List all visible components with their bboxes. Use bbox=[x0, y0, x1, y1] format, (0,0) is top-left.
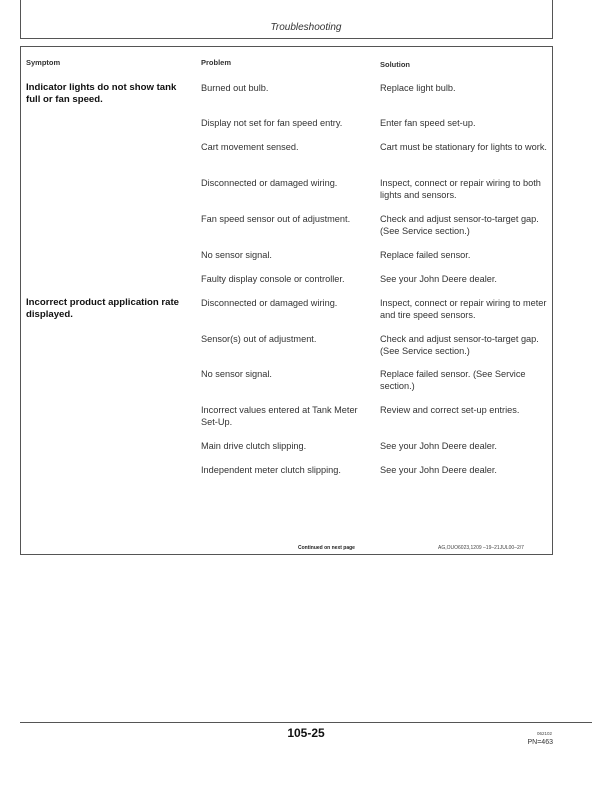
problem-cell: No sensor signal. bbox=[201, 250, 272, 260]
solution-cell: See your John Deere dealer. bbox=[380, 441, 497, 451]
solution-cell: Replace failed sensor. bbox=[380, 250, 471, 260]
problem-cell: No sensor signal. bbox=[201, 369, 272, 379]
solution-cell: Replace failed sensor. (See Service section.) bbox=[380, 369, 526, 391]
pn-number: PN=463 bbox=[527, 739, 553, 746]
solution-cell: Replace light bulb. bbox=[380, 83, 456, 93]
solution-cell: Enter fan speed set-up. bbox=[380, 118, 476, 128]
solution-cell: Inspect, connect or repair wiring to both lights and sensors. bbox=[380, 178, 541, 200]
symptom-cell: Indicator lights do not show tank full or fan speed. bbox=[26, 82, 177, 105]
problem-cell: Burned out bulb. bbox=[201, 83, 269, 93]
solution-cell: Cart must be stationary for lights to work. bbox=[380, 142, 547, 152]
solution-cell: Review and correct set-up entries. bbox=[380, 405, 520, 415]
page-number: 105-25 bbox=[287, 726, 325, 740]
solution-cell: Check and adjust sensor-to-target gap. (See Service section.) bbox=[380, 334, 539, 356]
problem-cell: Disconnected or damaged wiring. bbox=[201, 298, 338, 308]
column-header-symptom: Symptom bbox=[26, 58, 61, 67]
problem-cell: Sensor(s) out of adjustment. bbox=[201, 334, 317, 344]
problem-cell: Display not set for fan speed entry. bbox=[201, 118, 343, 128]
continued-note: Continued on next page bbox=[298, 545, 355, 551]
problem-cell: Independent meter clutch slipping. bbox=[201, 465, 341, 475]
solution-cell: See your John Deere dealer. bbox=[380, 465, 497, 475]
problem-cell: Faulty display console or controller. bbox=[201, 274, 345, 284]
table-top-border bbox=[20, 46, 553, 47]
column-header-problem: Problem bbox=[201, 58, 232, 67]
section-title: Troubleshooting bbox=[270, 22, 342, 33]
problem-cell: Cart movement sensed. bbox=[201, 142, 299, 152]
column-header-solution: Solution bbox=[380, 60, 410, 69]
problem-cell: Incorrect values entered at Tank Meter Set-Up. bbox=[201, 405, 358, 427]
print-code: 062102 bbox=[536, 731, 552, 736]
table-left-border bbox=[20, 46, 21, 555]
symptom-cell: Incorrect product application rate displayed. bbox=[26, 297, 179, 320]
table-right-border bbox=[552, 46, 553, 555]
header-rule bbox=[20, 38, 553, 39]
problem-cell: Disconnected or damaged wiring. bbox=[201, 178, 338, 188]
solution-cell: Inspect, connect or repair wiring to meter and tire speed sensors. bbox=[380, 298, 547, 320]
table-bottom-border bbox=[20, 554, 553, 555]
problem-cell: Fan speed sensor out of adjustment. bbox=[201, 214, 351, 224]
solution-cell: See your John Deere dealer. bbox=[380, 274, 497, 284]
solution-cell: Check and adjust sensor-to-target gap. (See Service section.) bbox=[380, 214, 539, 236]
footer-rule bbox=[20, 722, 592, 723]
problem-cell: Main drive clutch slipping. bbox=[201, 441, 307, 451]
document-reference: AG,OUO6023,1209 –19–21JUL00–2/7 bbox=[438, 545, 524, 551]
